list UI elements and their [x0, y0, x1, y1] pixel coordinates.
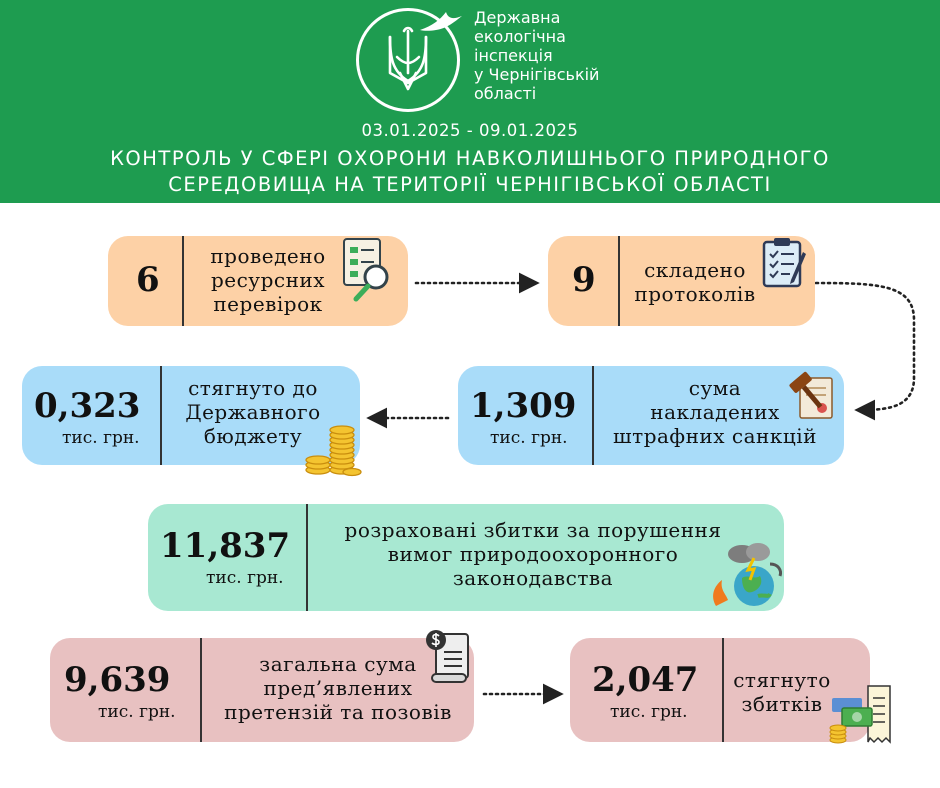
label-line: загальна сума	[259, 652, 417, 676]
gavel-document-icon	[786, 368, 836, 422]
collected-budget-unit: тис. грн.	[62, 428, 140, 448]
damages-collected-label	[726, 668, 838, 716]
claims-unit: тис. грн.	[98, 702, 176, 722]
fines-unit: тис. грн.	[490, 428, 568, 448]
label-line: стягнуто до	[188, 376, 318, 400]
label-line: стягнуто	[733, 668, 831, 692]
label-line: збитків	[741, 692, 823, 716]
card-divider	[618, 236, 620, 326]
label-line: бюджету	[203, 424, 303, 448]
organization-line: екологічна	[474, 27, 566, 46]
document-magnifier-icon	[340, 237, 396, 303]
card-divider	[182, 236, 184, 326]
label-line: штрафних санкцій	[613, 424, 817, 448]
organization-line: області	[474, 84, 537, 103]
card-damages	[148, 504, 784, 611]
organization-line: у Чернігівській	[474, 65, 600, 84]
report-dates: 03.01.2025 - 09.01.2025	[361, 121, 579, 140]
label-line: перевірок	[213, 292, 323, 316]
organization-line: Державна	[474, 8, 561, 27]
inspections-label	[192, 244, 344, 316]
damages-unit: тис. грн.	[206, 568, 284, 588]
card-divider	[200, 638, 202, 742]
fines-value: 1,309	[470, 386, 577, 426]
cash-receipt-icon	[828, 682, 896, 746]
polluted-earth-icon	[708, 540, 788, 610]
label-line: складено	[644, 258, 746, 282]
clipboard-checklist-icon	[760, 236, 810, 290]
label-line: протоколів	[634, 282, 756, 306]
label-line: законодавства	[452, 566, 614, 590]
label-line: сума	[688, 376, 742, 400]
card-divider	[160, 366, 162, 465]
claims-value: 9,639	[64, 660, 171, 700]
card-divider	[722, 638, 724, 742]
scroll-money-icon	[422, 628, 474, 686]
damages-collected-value: 2,047	[592, 660, 699, 700]
label-line: пред’явлених	[263, 676, 413, 700]
label-line: розраховані збитки за порушення	[344, 518, 722, 542]
organization-line: інспекція	[474, 46, 553, 65]
damages-collected-unit: тис. грн.	[610, 702, 688, 722]
label-line: претензій та позовів	[224, 700, 452, 724]
label-line: вимог природоохоронного	[387, 542, 679, 566]
label-line: проведено	[210, 244, 326, 268]
title-line: КОНТРОЛЬ У СФЕРІ ОХОРОНИ НАВКОЛИШНЬОГО ПРИРОДНОГО	[110, 147, 830, 170]
label-line: накладених	[650, 400, 780, 424]
collected-budget-value: 0,323	[34, 386, 141, 426]
protocols-label	[626, 258, 764, 306]
label-line: Державного	[185, 400, 321, 424]
damages-label	[318, 518, 748, 590]
protocols-value: 9	[572, 260, 596, 300]
inspections-value: 6	[136, 260, 160, 300]
coin-stacks-icon	[302, 420, 364, 478]
card-claims	[50, 638, 474, 742]
label-line: ресурсних	[210, 268, 326, 292]
damages-value: 11,837	[160, 526, 291, 566]
title-line: СЕРЕДОВИЩА НА ТЕРИТОРІЇ ЧЕРНІГІВСЬКОЇ ОБЛАСТІ	[168, 173, 772, 196]
card-divider	[306, 504, 308, 611]
card-divider	[592, 366, 594, 465]
card-damages-collected	[570, 638, 870, 742]
